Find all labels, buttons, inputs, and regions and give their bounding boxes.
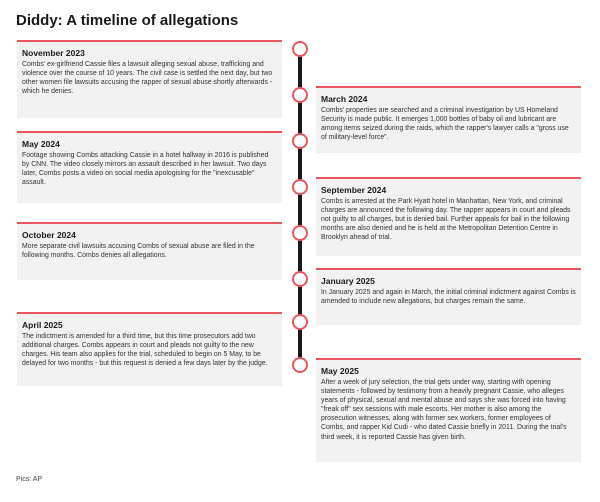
event-date: January 2025 bbox=[321, 276, 375, 286]
timeline-node-march-2024 bbox=[292, 87, 308, 103]
event-card-september-2024 bbox=[316, 177, 581, 256]
event-description: After a week of jury selection, the trial gets under way, starting with opening statements - followed by testimony from a heavily pregnant Cassie, who alleges years of physical, sexual and mental abuse and says she was forced into having "freak off" sex sessions with male escorts. Her mother is also among the prosecution witnesses, along with former sex workers, former employees of Combs, and rapper Kid Cudi - who dated Cassie briefly in 2011. During the trial's third week, it is reported Cassie has given birth. bbox=[321, 379, 567, 441]
event-date: October 2024 bbox=[22, 230, 76, 240]
event-date: November 2023 bbox=[22, 48, 85, 58]
event-card-january-2025 bbox=[316, 268, 581, 325]
event-description: More separate civil lawsuits accusing Combs of sexual abuse are filed in the following months. Combs denies all allegations. bbox=[22, 243, 255, 260]
event-card-march-2024 bbox=[316, 86, 581, 153]
event-description: Footage showing Combs attacking Cassie in a hotel hallway in 2016 is published by CNN. The video closely mirrors an assault described in her lawsuit. Two days later, Combs posts a video on social media apologising for the "inexcusable" assault. bbox=[22, 152, 269, 187]
event-card-october-2024 bbox=[17, 222, 282, 280]
event-card-april-2025 bbox=[17, 312, 282, 386]
event-card-may-2025 bbox=[316, 358, 581, 462]
timeline-node-april-2025 bbox=[292, 314, 308, 330]
timeline-node-january-2025 bbox=[292, 271, 308, 287]
event-card-november-2023 bbox=[17, 40, 282, 118]
event-date: May 2025 bbox=[321, 366, 359, 376]
timeline-node-september-2024 bbox=[292, 179, 308, 195]
timeline-node-october-2024 bbox=[292, 225, 308, 241]
photo-credit: Pics: AP bbox=[16, 476, 43, 483]
event-description: In January 2025 and again in March, the initial criminal indictment against Combs is amended to include new allegations, but charges remain the same. bbox=[321, 289, 576, 306]
timeline-node-may-2024 bbox=[292, 133, 308, 149]
event-card-may-2024 bbox=[17, 131, 282, 203]
event-description: Combs' properties are searched and a criminal investigation by US Homeland Security is made public. It emerges 1,000 bottles of baby oil and lubricant are among items seized during the raids, which the rapper's lawyer calls a "gross use of military-level force". bbox=[321, 107, 569, 142]
timeline-node-may-2025 bbox=[292, 357, 308, 373]
page-title: Diddy: A timeline of allegations bbox=[16, 12, 239, 29]
event-date: March 2024 bbox=[321, 94, 368, 104]
timeline-node-november-2023 bbox=[292, 41, 308, 57]
event-date: April 2025 bbox=[22, 320, 63, 330]
event-date: May 2024 bbox=[22, 139, 60, 149]
event-description: Combs is arrested at the Park Hyatt hotel in Manhattan, New York, and criminal charges are announced the following day. The rapper appears in court and pleads not guilty to all charges, but is denied bail. Further appeals for bail in the following months are also denied and he is held at the Metropolitan Detention Centre in Brooklyn ahead of trial. bbox=[321, 198, 571, 242]
event-description: Combs' ex-girlfriend Cassie files a lawsuit alleging sexual abuse, trafficking and violence over the course of 10 years. The civil case is settled the next day, but two other women file lawsuits accusing the rapper of sexual abuse shortly afterwards - which he denies. bbox=[22, 61, 273, 96]
event-description: The indictment is amended for a third time, but this time prosecutors add two additional charges. Combs appears in court and pleads not guilty to the new charges. His team also applies for the trial, scheduled to begin on 5 May, to be delayed for two months - but this request is denied a few days later by the judge. bbox=[22, 333, 268, 368]
event-date: September 2024 bbox=[321, 185, 387, 195]
